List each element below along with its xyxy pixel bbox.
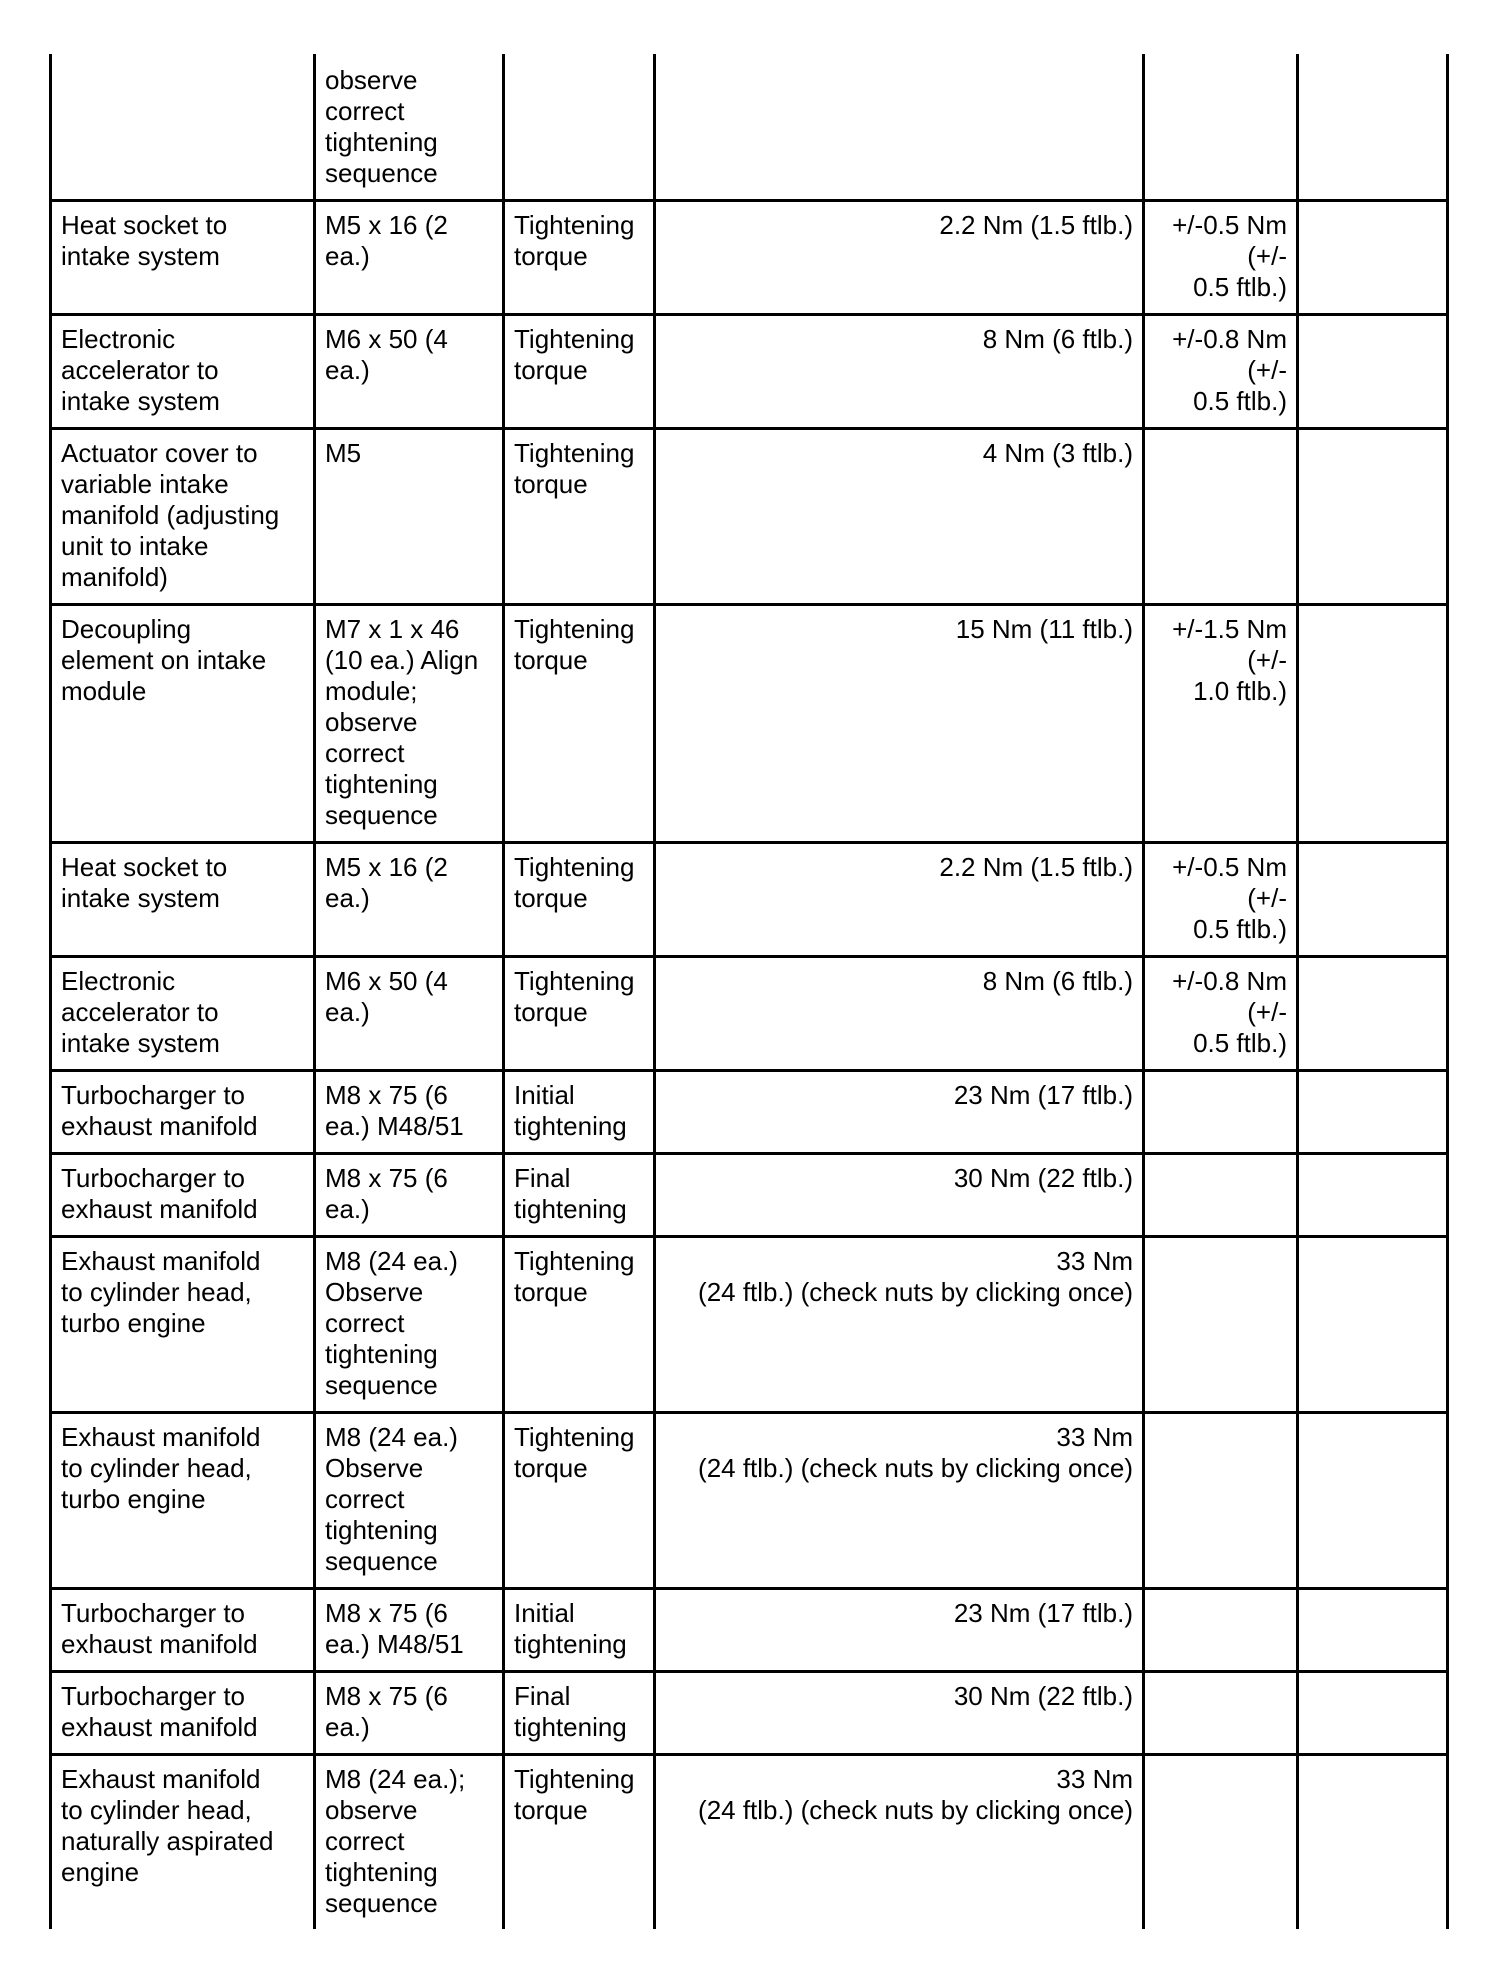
- tolerance-cell: [1144, 1589, 1298, 1672]
- component-cell: Heat socket to intake system: [51, 201, 315, 315]
- torque-value-cell: 15 Nm (11 ftlb.): [655, 605, 1144, 843]
- notes-cell: [1298, 1672, 1448, 1755]
- tolerance-cell: +/-0.8 Nm (+/- 0.5 ftlb.): [1144, 957, 1298, 1071]
- component-cell: Exhaust manifold to cylinder head, turbo engine: [51, 1413, 315, 1589]
- tolerance-cell: [1144, 1672, 1298, 1755]
- notes-cell: [1298, 1071, 1448, 1154]
- fastener-cell: M8 (24 ea.); observe correct tightening sequence: [315, 1755, 504, 1930]
- fastener-cell: M8 x 75 (6 ea.) M48/51: [315, 1589, 504, 1672]
- fastener-cell: M5: [315, 429, 504, 605]
- component-cell: Decoupling element on intake module: [51, 605, 315, 843]
- fastener-cell: M8 x 75 (6 ea.): [315, 1154, 504, 1237]
- component-cell: Exhaust manifold to cylinder head, turbo engine: [51, 1237, 315, 1413]
- tolerance-cell: [1144, 1755, 1298, 1930]
- torque-value-cell: 8 Nm (6 ftlb.): [655, 315, 1144, 429]
- fastener-cell: M6 x 50 (4 ea.): [315, 957, 504, 1071]
- table-row: [51, 1413, 1448, 1589]
- tolerance-cell: +/-0.5 Nm (+/- 0.5 ftlb.): [1144, 843, 1298, 957]
- spec-type-cell: Tightening torque: [504, 843, 655, 957]
- notes-cell: [1298, 1154, 1448, 1237]
- torque-value-cell: 8 Nm (6 ftlb.): [655, 957, 1144, 1071]
- table-row: [51, 1237, 1448, 1413]
- table-row: [51, 315, 1448, 429]
- component-cell: Turbocharger to exhaust manifold: [51, 1672, 315, 1755]
- fastener-cell: M8 (24 ea.) Observe correct tightening sequence: [315, 1413, 504, 1589]
- tolerance-cell: +/-0.5 Nm (+/- 0.5 ftlb.): [1144, 201, 1298, 315]
- fastener-cell: M8 x 75 (6 ea.) M48/51: [315, 1071, 504, 1154]
- notes-cell: [1298, 1755, 1448, 1930]
- spec-type-cell: Tightening torque: [504, 605, 655, 843]
- tolerance-cell: [1144, 429, 1298, 605]
- table-row: [51, 1589, 1448, 1672]
- spec-type-cell: Tightening torque: [504, 1413, 655, 1589]
- notes-cell: [1298, 315, 1448, 429]
- spec-type-cell: Tightening torque: [504, 429, 655, 605]
- tolerance-cell: [1144, 1071, 1298, 1154]
- notes-cell: [1298, 1589, 1448, 1672]
- fastener-cell: M6 x 50 (4 ea.): [315, 315, 504, 429]
- component-cell: Turbocharger to exhaust manifold: [51, 1589, 315, 1672]
- spec-type-cell: Tightening torque: [504, 315, 655, 429]
- spec-type-cell: [504, 54, 655, 201]
- component-cell: Exhaust manifold to cylinder head, naturally aspirated engine: [51, 1755, 315, 1930]
- table-row: [51, 1755, 1448, 1930]
- fastener-cell: M8 (24 ea.) Observe correct tightening sequence: [315, 1237, 504, 1413]
- table-row: [51, 957, 1448, 1071]
- component-cell: Heat socket to intake system: [51, 843, 315, 957]
- spec-type-cell: Initial tightening: [504, 1589, 655, 1672]
- table-row: [51, 1154, 1448, 1237]
- notes-cell: [1298, 1237, 1448, 1413]
- component-cell: Electronic accelerator to intake system: [51, 315, 315, 429]
- tolerance-cell: [1144, 1154, 1298, 1237]
- table-row: [51, 429, 1448, 605]
- component-cell: Electronic accelerator to intake system: [51, 957, 315, 1071]
- torque-value-cell: 4 Nm (3 ftlb.): [655, 429, 1144, 605]
- torque-value-cell: 23 Nm (17 ftlb.): [655, 1071, 1144, 1154]
- fastener-cell: M8 x 75 (6 ea.): [315, 1672, 504, 1755]
- notes-cell: [1298, 54, 1448, 201]
- fastener-cell: M7 x 1 x 46 (10 ea.) Align module; observe correct tightening sequence: [315, 605, 504, 843]
- spec-type-cell: Tightening torque: [504, 957, 655, 1071]
- tolerance-cell: [1144, 54, 1298, 201]
- notes-cell: [1298, 1413, 1448, 1589]
- notes-cell: [1298, 957, 1448, 1071]
- fastener-cell: observe correct tightening sequence: [315, 54, 504, 201]
- fastener-cell: M5 x 16 (2 ea.): [315, 843, 504, 957]
- torque-value-cell: 33 Nm (24 ftlb.) (check nuts by clicking once): [655, 1237, 1144, 1413]
- torque-value-cell: 2.2 Nm (1.5 ftlb.): [655, 843, 1144, 957]
- fastener-cell: M5 x 16 (2 ea.): [315, 201, 504, 315]
- torque-value-cell: 30 Nm (22 ftlb.): [655, 1154, 1144, 1237]
- notes-cell: [1298, 429, 1448, 605]
- table-row: [51, 1672, 1448, 1755]
- torque-value-cell: 2.2 Nm (1.5 ftlb.): [655, 201, 1144, 315]
- notes-cell: [1298, 201, 1448, 315]
- component-cell: Actuator cover to variable intake manifold (adjusting unit to intake manifold): [51, 429, 315, 605]
- tolerance-cell: [1144, 1237, 1298, 1413]
- spec-type-cell: Tightening torque: [504, 201, 655, 315]
- table-row: [51, 605, 1448, 843]
- tolerance-cell: +/-0.8 Nm (+/- 0.5 ftlb.): [1144, 315, 1298, 429]
- torque-value-cell: 33 Nm (24 ftlb.) (check nuts by clicking once): [655, 1755, 1144, 1930]
- torque-value-cell: 30 Nm (22 ftlb.): [655, 1672, 1144, 1755]
- notes-cell: [1298, 605, 1448, 843]
- notes-cell: [1298, 843, 1448, 957]
- table-row: [51, 54, 1448, 201]
- torque-spec-body: [51, 54, 1448, 1929]
- torque-spec-table: [49, 54, 1449, 1929]
- component-cell: Turbocharger to exhaust manifold: [51, 1154, 315, 1237]
- spec-type-cell: Initial tightening: [504, 1071, 655, 1154]
- component-cell: Turbocharger to exhaust manifold: [51, 1071, 315, 1154]
- tolerance-cell: +/-1.5 Nm (+/- 1.0 ftlb.): [1144, 605, 1298, 843]
- spec-type-cell: Final tightening: [504, 1672, 655, 1755]
- table-row: [51, 201, 1448, 315]
- torque-value-cell: 33 Nm (24 ftlb.) (check nuts by clicking once): [655, 1413, 1144, 1589]
- tolerance-cell: [1144, 1413, 1298, 1589]
- table-row: [51, 1071, 1448, 1154]
- spec-type-cell: Tightening torque: [504, 1755, 655, 1930]
- component-cell: [51, 54, 315, 201]
- torque-value-cell: 23 Nm (17 ftlb.): [655, 1589, 1144, 1672]
- table-row: [51, 843, 1448, 957]
- spec-type-cell: Final tightening: [504, 1154, 655, 1237]
- torque-value-cell: [655, 54, 1144, 201]
- spec-type-cell: Tightening torque: [504, 1237, 655, 1413]
